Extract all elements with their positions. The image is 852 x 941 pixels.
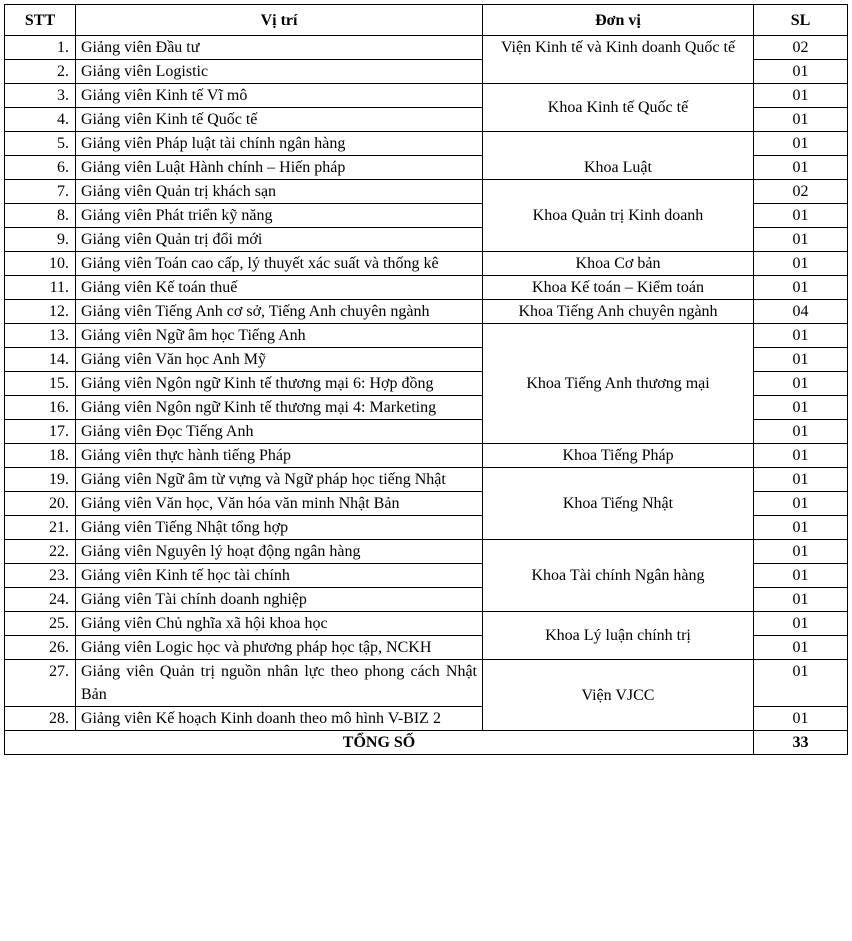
row-stt: 1.	[5, 36, 76, 60]
table-row	[5, 276, 848, 300]
row-position: Giảng viên Đọc Tiếng Anh	[76, 420, 483, 444]
unit-cell: Khoa Tiếng Anh thương mại	[483, 324, 754, 444]
table-row	[5, 180, 848, 204]
row-position: Giảng viên Chủ nghĩa xã hội khoa học	[76, 612, 483, 636]
table-row	[5, 132, 848, 156]
row-position: Giảng viên Toán cao cấp, lý thuyết xác suất và thống kê	[76, 252, 483, 276]
header-stt: STT	[5, 5, 76, 36]
table-row	[5, 300, 848, 324]
row-position: Giảng viên Ngữ âm học Tiếng Anh	[76, 324, 483, 348]
row-position: Giảng viên Kinh tế Vĩ mô	[76, 84, 483, 108]
row-position: Giảng viên Tiếng Anh cơ sở, Tiếng Anh chuyên ngành	[76, 300, 483, 324]
total-value: 33	[754, 731, 848, 755]
unit-cell: Khoa Tài chính Ngân hàng	[483, 540, 754, 612]
unit-cell: Khoa Quản trị Kinh doanh	[483, 180, 754, 252]
row-sl: 01	[754, 444, 848, 468]
row-position: Giảng viên Quản trị nguồn nhân lực theo phong cách Nhật Bản	[76, 660, 483, 707]
row-sl: 01	[754, 204, 848, 228]
row-position: Giảng viên Tiếng Nhật tổng hợp	[76, 516, 483, 540]
table-row	[5, 36, 848, 60]
row-stt: 28.	[5, 707, 76, 731]
row-stt: 14.	[5, 348, 76, 372]
row-sl: 01	[754, 564, 848, 588]
row-sl: 01	[754, 348, 848, 372]
row-position: Giảng viên Kinh tế Quốc tế	[76, 108, 483, 132]
row-sl: 01	[754, 324, 848, 348]
row-position: Giảng viên Quản trị đổi mới	[76, 228, 483, 252]
row-stt: 11.	[5, 276, 76, 300]
table-row	[5, 252, 848, 276]
table-row	[5, 468, 848, 492]
row-stt: 20.	[5, 492, 76, 516]
unit-cell: Khoa Tiếng Anh chuyên ngành	[483, 300, 754, 324]
row-position: Giảng viên Logic học và phương pháp học tập, NCKH	[76, 636, 483, 660]
row-sl: 01	[754, 420, 848, 444]
row-stt: 22.	[5, 540, 76, 564]
row-sl: 01	[754, 540, 848, 564]
header-position: Vị trí	[76, 5, 483, 36]
row-stt: 10.	[5, 252, 76, 276]
row-sl: 01	[754, 636, 848, 660]
row-stt: 4.	[5, 108, 76, 132]
unit-cell: Viện VJCC	[483, 660, 754, 731]
row-stt: 18.	[5, 444, 76, 468]
row-position: Giảng viên Ngữ âm từ vựng và Ngữ pháp học tiếng Nhật	[76, 468, 483, 492]
row-position: Giảng viên Luật Hành chính – Hiến pháp	[76, 156, 483, 180]
unit-cell: Khoa Lý luận chính trị	[483, 612, 754, 660]
table-row	[5, 444, 848, 468]
row-sl: 01	[754, 108, 848, 132]
row-sl: 01	[754, 84, 848, 108]
row-sl: 01	[754, 228, 848, 252]
row-sl: 01	[754, 132, 848, 156]
row-sl: 01	[754, 707, 848, 731]
row-position: Giảng viên Logistic	[76, 60, 483, 84]
row-sl: 01	[754, 60, 848, 84]
row-stt: 27.	[5, 660, 76, 707]
row-sl: 01	[754, 372, 848, 396]
row-stt: 25.	[5, 612, 76, 636]
row-stt: 12.	[5, 300, 76, 324]
row-stt: 16.	[5, 396, 76, 420]
row-position: Giảng viên Nguyên lý hoạt động ngân hàng	[76, 540, 483, 564]
row-sl: 04	[754, 300, 848, 324]
row-position: Giảng viên Kế toán thuế	[76, 276, 483, 300]
row-stt: 21.	[5, 516, 76, 540]
row-sl: 01	[754, 468, 848, 492]
total-label: TỔNG SỐ	[5, 731, 754, 755]
row-sl: 01	[754, 588, 848, 612]
row-position: Giảng viên thực hành tiếng Pháp	[76, 444, 483, 468]
row-stt: 6.	[5, 156, 76, 180]
table-row	[5, 84, 848, 108]
row-stt: 17.	[5, 420, 76, 444]
row-stt: 2.	[5, 60, 76, 84]
unit-cell: Khoa Kinh tế Quốc tế	[483, 84, 754, 132]
unit-cell: Khoa Tiếng Pháp	[483, 444, 754, 468]
row-stt: 13.	[5, 324, 76, 348]
unit-cell: Khoa Kế toán – Kiểm toán	[483, 276, 754, 300]
row-position: Giảng viên Văn học Anh Mỹ	[76, 348, 483, 372]
row-stt: 24.	[5, 588, 76, 612]
unit-cell: Viện Kinh tế và Kinh doanh Quốc tế	[483, 36, 754, 84]
row-sl: 01	[754, 516, 848, 540]
total-row	[5, 731, 848, 755]
row-sl: 01	[754, 612, 848, 636]
row-stt: 15.	[5, 372, 76, 396]
row-stt: 26.	[5, 636, 76, 660]
row-stt: 23.	[5, 564, 76, 588]
row-sl: 01	[754, 660, 848, 707]
unit-cell: Khoa Luật	[483, 132, 754, 180]
table-row	[5, 660, 848, 707]
row-stt: 9.	[5, 228, 76, 252]
row-stt: 3.	[5, 84, 76, 108]
unit-cell: Khoa Cơ bản	[483, 252, 754, 276]
unit-cell: Khoa Tiếng Nhật	[483, 468, 754, 540]
row-position: Giảng viên Tài chính doanh nghiệp	[76, 588, 483, 612]
row-position: Giảng viên Pháp luật tài chính ngân hàng	[76, 132, 483, 156]
row-sl: 01	[754, 252, 848, 276]
row-stt: 5.	[5, 132, 76, 156]
row-sl: 01	[754, 156, 848, 180]
row-sl: 01	[754, 276, 848, 300]
row-position: Giảng viên Đầu tư	[76, 36, 483, 60]
table-row	[5, 324, 848, 348]
row-position: Giảng viên Kế hoạch Kinh doanh theo mô hình V-BIZ 2	[76, 707, 483, 731]
row-position: Giảng viên Quản trị khách sạn	[76, 180, 483, 204]
header-sl: SL	[754, 5, 848, 36]
row-position: Giảng viên Ngôn ngữ Kinh tế thương mại 6: Hợp đồng	[76, 372, 483, 396]
row-stt: 8.	[5, 204, 76, 228]
row-sl: 02	[754, 180, 848, 204]
table-row	[5, 612, 848, 636]
row-sl: 01	[754, 396, 848, 420]
row-sl: 02	[754, 36, 848, 60]
row-position: Giảng viên Ngôn ngữ Kinh tế thương mại 4: Marketing	[76, 396, 483, 420]
header-unit: Đơn vị	[483, 5, 754, 36]
recruitment-table	[4, 4, 848, 755]
row-position: Giảng viên Văn học, Văn hóa văn minh Nhật Bản	[76, 492, 483, 516]
header-row	[5, 5, 848, 36]
table-row	[5, 540, 848, 564]
row-sl: 01	[754, 492, 848, 516]
row-stt: 19.	[5, 468, 76, 492]
row-position: Giảng viên Phát triển kỹ năng	[76, 204, 483, 228]
row-stt: 7.	[5, 180, 76, 204]
row-position: Giảng viên Kinh tế học tài chính	[76, 564, 483, 588]
